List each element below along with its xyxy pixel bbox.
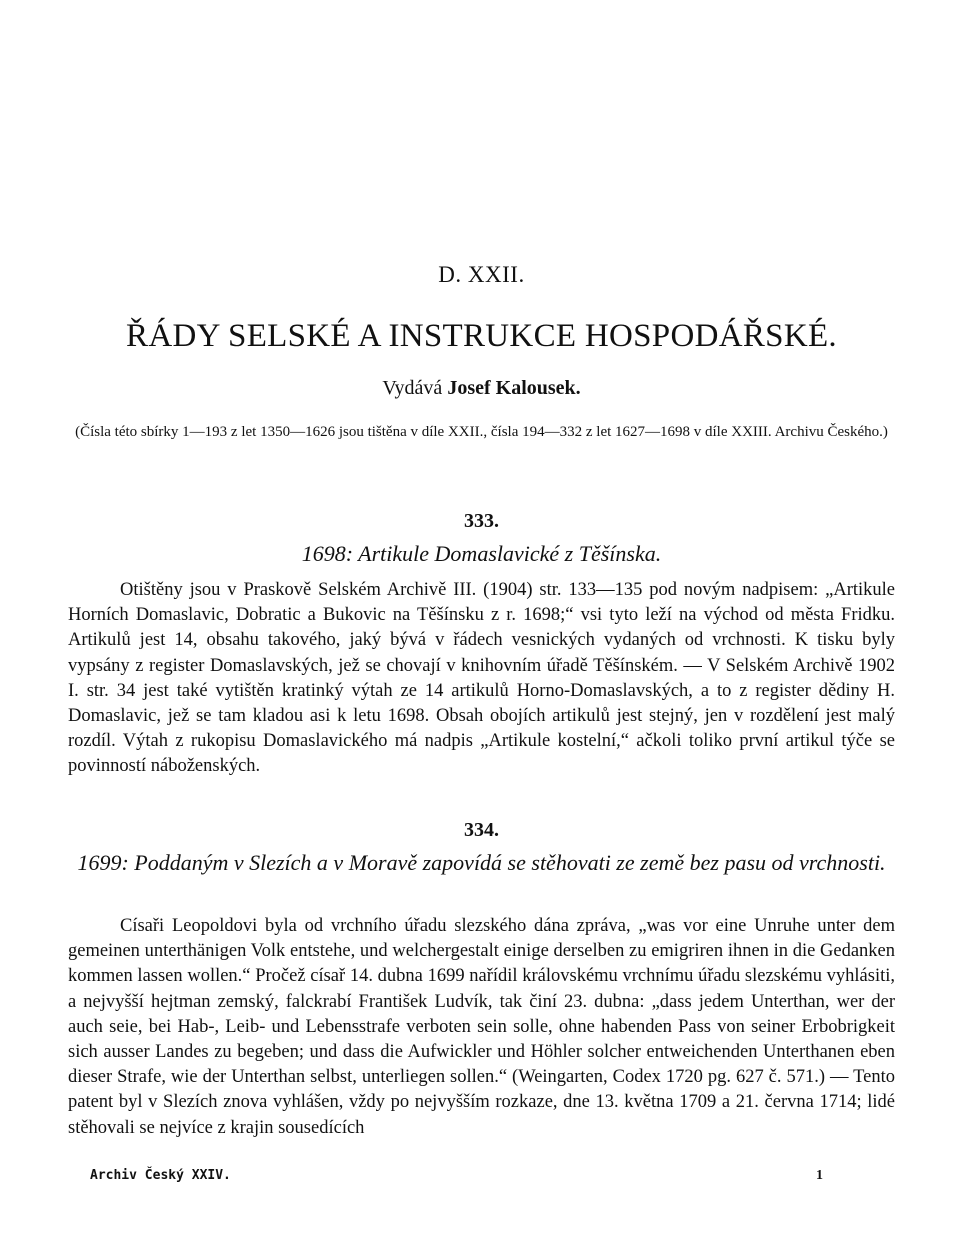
entry-text: Císaři Leopoldovi byla od vrchního úřadu slezského dána zpráva, „was vor eine Unruhe unter dem gemeinen unterthänigen Volk entstehe, und welchergestalt einige derselben zu emigriren ihnen in die Gedanken kommen lassen wollen.“ Pročež císař 14. dubna 1699 nařídil královskému vrchnímu úřadu slezskému vyhlásiti, a nejvyšší hejtman zemský, falckrabí František Ludvík, tak činí 23. dubna: „dass jedem Unterthan, wer der auch seie, bei Hab-, Leib- und Lebensstrafe verboten sein solle, ohne habenden Pass von seiner Erbobrigkeit sich ausser Landes zu begeben; und dass die Aufwickler und Höhler solcher entweichenden Unterthanen eben dieser Strafe, wie der Unterthan selbst, unterliegen sollen.“ (Weingarten, Codex 1720 pg. 627 č. 571.) — Tento patent byl v Slezích znova vyhlášen, vždy po nejvyšším rozkaze, dne 13. května 1709 a 21. června 1714; lidé stěhovali se nejvíce z krajin sousedících (68, 916, 895, 1138)
entry-text: Otištěny jsou v Praskově Selském Archivě III. (1904) str. 133—135 pod novým nadpisem: „Artikule Horních Domaslavic, Dobratic a Bukovic na Těšínsku z r. 1698;“ vsi tyto leží na východ od města Fridku. Artikulů jest 14, obsahu takového, jaký bývá v řádech vesnických vydaných od vrchnosti. K tisku byly vypsány z register Domaslavských, jež se chovají v knihovním úřadě Těšínském. — V Selském Archivě 1902 I. str. 34 jest také vytištěn kratinký výtah ze 14 artikulů Horno-Domaslavských, a to z register dědiny H. Domaslavic, jež se tam kladou asi k letu 1698. Obsah obojích artikulů jest stejný, jen v rozdělení jest malý rozdíl. Výtah z rukopisu Domaslavického má nadpis „Artikule kostelní,“ ačkoli toliko první artikul týče se povinností náboženských. (68, 580, 895, 777)
page-title: ŘÁDY SELSKÉ A INSTRUKCE HOSPODÁŘSKÉ. (126, 318, 837, 354)
editor-name: Josef Kalousek. (447, 377, 581, 399)
entry-heading: 1698: Artikule Domaslavické z Těšínska. (301, 541, 662, 566)
section-id: D. XXII. (438, 262, 525, 287)
footer-publication: Archiv Český XXIV. (90, 1168, 231, 1183)
entry-heading: 1699: Poddaným v Slezích a v Moravě zapovídá se stěhovati ze země bez pasu od vrchnosti. (77, 850, 886, 875)
entry-number: 333. (464, 510, 499, 532)
page-number: 1 (816, 1168, 823, 1183)
entry-number: 334. (464, 819, 499, 841)
editor-line (68, 377, 895, 400)
editor-prefix: Vydává (382, 377, 443, 399)
collection-note: (Čísla této sbírky 1—193 z let 1350—1626 jsou tištěna v díle XXII., čísla 194—332 z let 1627—1698 v díle XXIII. Archivu Českého.) (75, 424, 888, 440)
